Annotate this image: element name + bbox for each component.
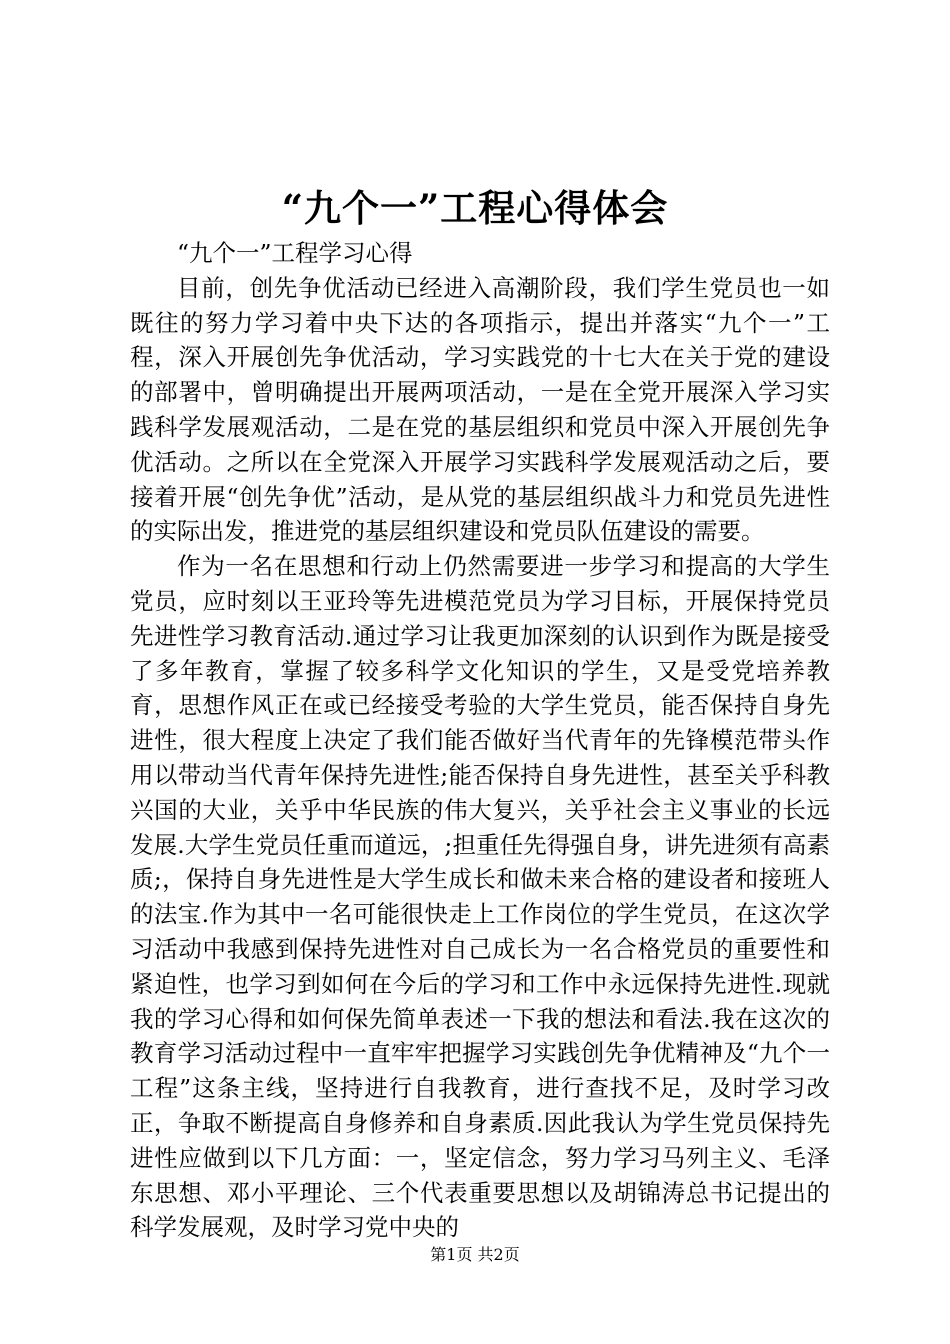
document-body [130,236,830,1245]
paragraph-2: 作为一名在思想和行动上仍然需要进一步学习和提高的大学生党员，应时刻以王亚玲等先进模范党员为学习目标，开展保持党员先进性学习教育活动.通过学习让我更加深刻的认识到作为既是接受了多年教育，掌握了较多科学文化知识的学生，又是受党培养教育，思想作风正在或已经接受考验的大学生党员，能否保持自身先进性，很大程度上决定了我们能否做好当代青年的先锋模范带头作用以带动当代青年保持先进性;能否保持自身先进性，甚至关乎科教兴国的大业，关乎中华民族的伟大复兴，关乎社会主义事业的长远发展.大学生党员任重而道远，;担重任先得强自身，讲先进须有高素质;，保持自身先进性是大学生成长和做未来合格的建设者和接班人的法宝.作为其中一名可能很快走上工作岗位的学生党员，在这次学习活动中我感到保持先进性对自己成长为一名合格党员的重要性和紧迫性，也学习到如何在今后的学习和工作中永远保持先进性.现就我的学习心得和如何保先简单表述一下我的想法和看法.我在这次的教育学习活动过程中一直牢牢把握学习实践创先争优精神及“九个一工程”这条主线，坚持进行自我教育，进行查找不足，及时学习改正，争取不断提高自身修养和自身素质.因此我认为学生党员保持先进性应做到以下几方面：一，坚定信念，努力学习马列主义、毛泽东思想、邓小平理论、三个代表重要思想以及胡锦涛总书记提出的科学发展观，及时学习党中央的 [130,552,830,1242]
document-title: “九个一”工程心得体会 [281,186,669,230]
paragraph-subtitle: “九个一”工程学习心得 [177,239,413,267]
paragraph-1: 目前，创先争优活动已经进入高潮阶段，我们学生党员也一如既往的努力学习着中央下达的各项指示，提出并落实“九个一”工程，深入开展创先争优活动，学习实践党的十七大在关于党的建设的部署中，曾明确提出开展两项活动，一是在全党开展深入学习实践科学发展观活动，二是在党的基层组织和党员中深入开展创先争优活动。之所以在全党深入开展学习实践科学发展观活动之后，要接着开展“创先争优”活动，是从党的基层组织战斗力和党员先进性的实际出发，推进党的基层组织建设和党员队伍建设的需要。 [130,273,830,546]
page-footer: 第1页 共2页 [430,1245,520,1264]
